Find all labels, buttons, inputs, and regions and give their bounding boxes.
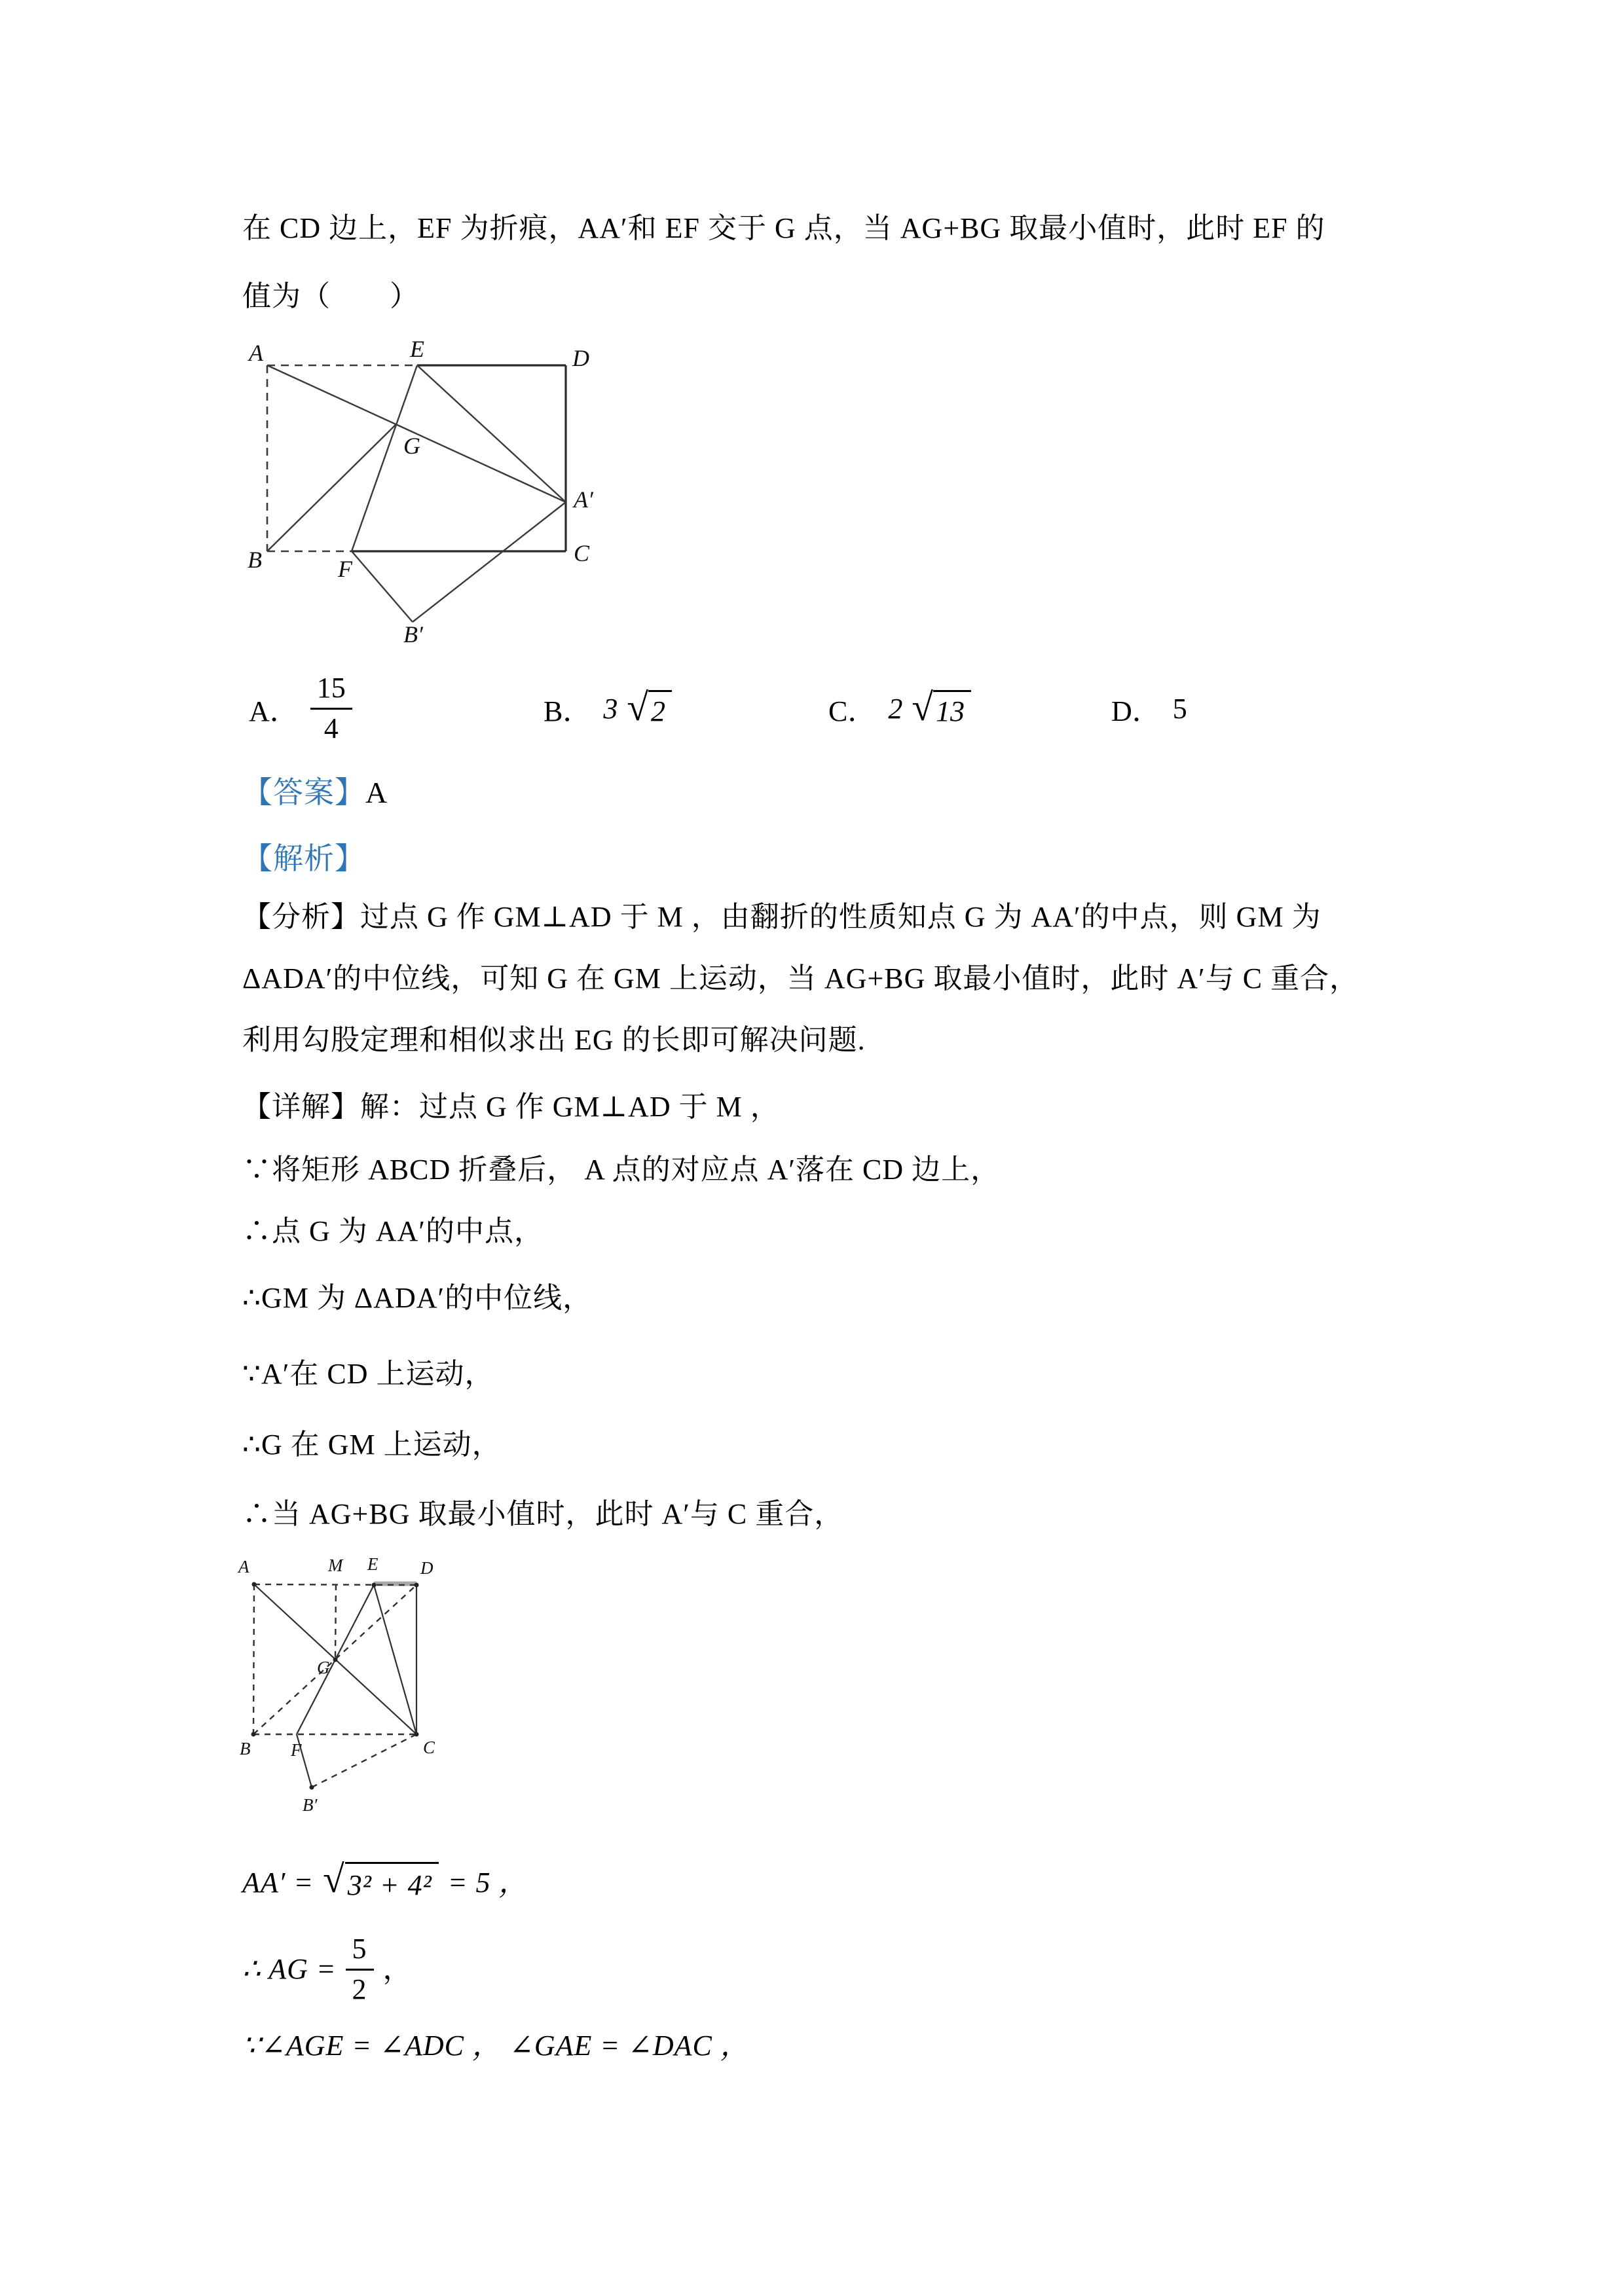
solution-line-1: 【详解】解：过点 G 作 GM⊥AD 于 M ， [242, 1091, 780, 1123]
analysis-line-3: 利用勾股定理和相似求出 EG 的长即可解决问题. [242, 1024, 866, 1056]
fig1-label-E: E [410, 337, 424, 362]
fig1-label-C: C [574, 540, 590, 566]
figure1-geometry-diagram [242, 337, 609, 648]
option-C-letter: C． [828, 695, 877, 727]
formula1-lhs: AA′ = [242, 1866, 314, 1899]
fig1-label-D: D [572, 345, 589, 371]
option-A-fraction [310, 672, 352, 745]
question-line-1: 在 CD 边上，EF 为折痕，AA′和 EF 交于 G 点，当 AG+BG 取最小值时，此时 EF 的 [242, 212, 1325, 244]
formula-AG [242, 1933, 413, 2006]
fig2-label-B: B [240, 1739, 251, 1758]
sqrt-sign: √ [627, 685, 648, 729]
figure1-construction-lines [267, 365, 566, 622]
formula1-rhs: = 5 ， [447, 1866, 528, 1899]
fig1-label-F: F [338, 556, 352, 582]
formula-AA-prime [242, 1857, 528, 1904]
figure1-labels [248, 337, 594, 647]
fig1-label-B: B [248, 547, 262, 573]
solution-line-5: ∵A′在 CD 上运动， [242, 1358, 494, 1390]
fig2-label-G: G [317, 1658, 330, 1677]
answer-value: A [365, 776, 388, 809]
option-A-numerator: 15 [310, 672, 352, 710]
formula-angles: ∵∠AGE = ∠ADC ， ∠GAE = ∠DAC ， [242, 2030, 750, 2062]
option-B-value [603, 685, 672, 729]
fig2-label-E: E [367, 1554, 378, 1574]
fig1-label-A: A [249, 340, 263, 366]
option-A-letter: A． [249, 695, 299, 727]
question-line-2: 值为（ ） [242, 280, 419, 312]
analysis-line-2: ΔADA′的中位线，可知 G 在 GM 上运动，当 AG+BG 取最小值时，此时 A′与 C 重合， [242, 962, 1359, 994]
formula2-denominator: 2 [352, 1973, 367, 2005]
analysis-line-1: 【分析】过点 G 作 GM⊥AD 于 M ，由翻折的性质知点 G 为 AA′的中点，则 GM 为 [242, 901, 1321, 933]
fig2-label-M: M [328, 1556, 343, 1575]
answer-tag: 【答案】 [242, 776, 365, 809]
sqrt-sign: √ [912, 685, 933, 729]
option-B-radicand: 2 [648, 690, 672, 728]
option-C-radicand: 13 [933, 690, 971, 728]
option-C-coeff: 2 [888, 692, 903, 725]
solution-line-2: ∵将矩形 ABCD 折叠后， A 点的对应点 A′落在 CD 边上， [242, 1154, 1001, 1186]
formula2-comma: ， [382, 1953, 413, 1986]
fig2-label-C: C [423, 1738, 435, 1757]
option-B-coeff: 3 [603, 692, 618, 725]
option-D-value: 5 [1172, 692, 1187, 725]
option-D [1111, 674, 1187, 742]
formula2-lhs: ∴ AG = [242, 1953, 337, 1986]
figure2-solid-lines [254, 1584, 416, 1787]
solution-line-6: ∴G 在 GM 上运动， [242, 1429, 502, 1461]
fig2-label-B-prime: B′ [303, 1795, 318, 1815]
figure2-geometry-diagram [234, 1550, 451, 1819]
option-D-letter: D． [1111, 695, 1161, 727]
figure1-dashed-lines [267, 365, 417, 551]
fig1-label-B-prime: B′ [403, 621, 423, 647]
fig2-point-dots [251, 1582, 419, 1790]
solution-line-4: ∴GM 为 ΔADA′的中位线， [242, 1282, 593, 1314]
solution-line-7: ∴当 AG+BG 取最小值时，此时 A′与 C 重合， [242, 1498, 844, 1530]
fig1-label-A-prime: A′ [574, 486, 593, 513]
option-C-value [888, 685, 971, 729]
fig2-label-D: D [420, 1558, 434, 1578]
option-C [828, 674, 971, 742]
analysis-tag: 【解析】 [242, 842, 365, 875]
fig1-label-G: G [403, 433, 420, 459]
option-B-letter: B． [544, 695, 592, 727]
formula2-numerator: 5 [346, 1933, 374, 1971]
formula1-radicand: 3² + 4² [345, 1862, 439, 1904]
figure2-dashed-lines [253, 1584, 416, 1787]
sqrt-sign: √ [323, 1857, 345, 1901]
answer-line [242, 774, 388, 812]
option-A [249, 671, 352, 744]
fig2-label-F: F [291, 1740, 302, 1760]
solution-line-3: ∴点 G 为 AA′的中点， [242, 1215, 544, 1247]
option-B [544, 674, 672, 742]
formula2-fraction [346, 1933, 374, 2006]
options-row [249, 671, 1428, 744]
fig2-label-A: A [238, 1557, 249, 1576]
option-A-denominator: 4 [323, 712, 339, 744]
